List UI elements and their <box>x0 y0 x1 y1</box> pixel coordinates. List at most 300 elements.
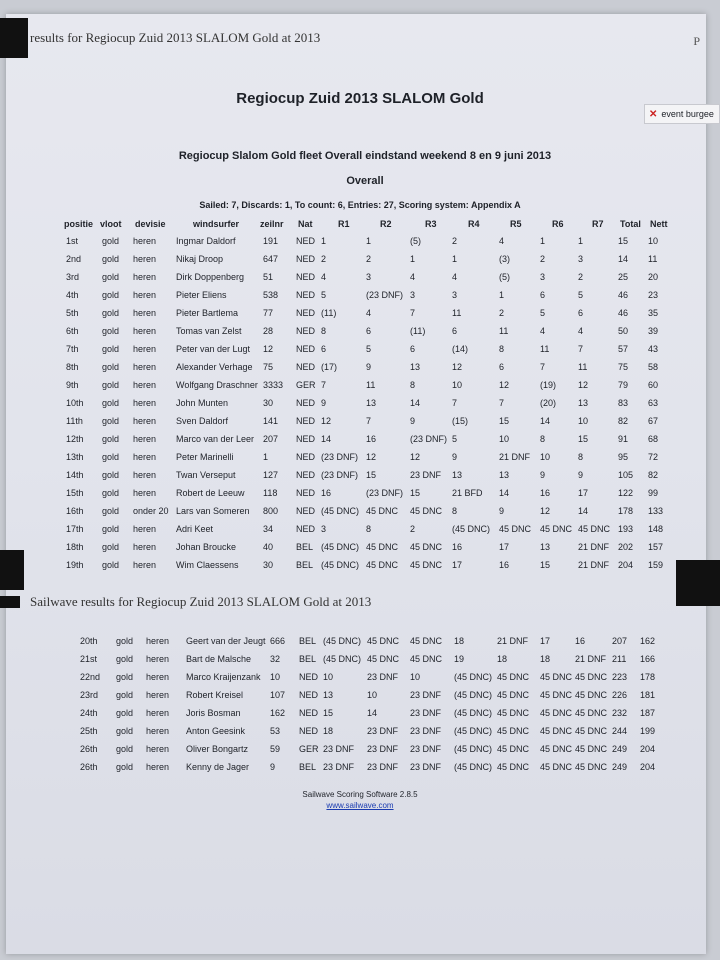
cell-nett: 11 <box>648 254 658 264</box>
cell-r6: 45 DNC <box>540 524 573 534</box>
cell-r5: 21 DNF <box>499 452 531 462</box>
cell-r1: 15 <box>323 708 334 718</box>
cell-total: 178 <box>618 506 634 516</box>
cell-r4: 2 <box>452 236 458 246</box>
cell-fleet: gold <box>116 708 134 718</box>
cell-position: 5th <box>66 308 79 318</box>
event-burgee-label: event burgee <box>661 109 714 119</box>
cell-r7: 4 <box>578 326 584 336</box>
column-header-division: devisie <box>135 219 166 229</box>
cell-r2: 4 <box>366 308 372 318</box>
cell-r7: 14 <box>578 506 589 516</box>
cell-division: heren <box>133 434 157 444</box>
cell-nett: 159 <box>648 560 664 570</box>
cell-r7: 2 <box>578 272 584 282</box>
cell-fleet: gold <box>102 506 120 516</box>
page-title: Regiocup Zuid 2013 SLALOM Gold <box>236 90 484 107</box>
cell-division: heren <box>133 290 157 300</box>
cell-r2: 13 <box>366 398 377 408</box>
cell-sail-number: 53 <box>270 726 281 736</box>
cell-sail-number: 32 <box>270 654 281 664</box>
cell-r2: 45 DNC <box>367 636 400 646</box>
cell-position: 22nd <box>80 672 101 682</box>
cell-sailor: Dirk Doppenberg <box>176 272 245 282</box>
cell-r5: 18 <box>497 654 508 664</box>
cell-r6: 7 <box>540 362 546 372</box>
cell-sail-number: 141 <box>263 416 279 426</box>
cell-sail-number: 9 <box>270 762 276 772</box>
cell-division: heren <box>146 762 170 772</box>
cell-nation: BEL <box>299 636 317 646</box>
cell-nett: 20 <box>648 272 659 282</box>
cell-fleet: gold <box>102 488 120 498</box>
cell-r5: 45 DNC <box>499 524 532 534</box>
cell-position: 13th <box>66 452 84 462</box>
cell-r3: 23 DNF <box>410 708 442 718</box>
cell-nation: BEL <box>299 654 317 664</box>
cell-r7: 11 <box>578 362 588 372</box>
cell-nation: NED <box>296 326 316 336</box>
cell-r5: 13 <box>499 470 510 480</box>
cell-nett: 63 <box>648 398 659 408</box>
cell-total: 57 <box>618 344 629 354</box>
cell-r1: 14 <box>321 434 332 444</box>
cell-r4: 7 <box>452 398 458 408</box>
cell-sail-number: 30 <box>263 560 274 570</box>
software-credit: Sailwave Scoring Software 2.8.5 <box>302 790 418 799</box>
cell-nett: 166 <box>640 654 656 664</box>
cell-r7: 13 <box>578 398 589 408</box>
cell-position: 2nd <box>66 254 82 264</box>
cell-sailor: Sven Daldorf <box>176 416 229 426</box>
cell-fleet: gold <box>116 654 134 664</box>
cell-nation: NED <box>296 362 316 372</box>
cell-r7: 45 DNC <box>575 690 608 700</box>
cell-sail-number: 162 <box>270 708 286 718</box>
cell-nation: NED <box>299 726 319 736</box>
cell-fleet: gold <box>102 326 120 336</box>
cell-r2: 23 DNF <box>367 744 399 754</box>
cell-r5: 2 <box>499 308 505 318</box>
cell-r1: 16 <box>321 488 332 498</box>
cell-division: heren <box>133 272 157 282</box>
cell-fleet: gold <box>102 416 120 426</box>
cell-r7: 3 <box>578 254 584 264</box>
column-header-r4: R4 <box>468 219 480 229</box>
cell-r5: 15 <box>499 416 510 426</box>
cell-total: 249 <box>612 744 628 754</box>
column-header-r7: R7 <box>592 219 604 229</box>
cell-r6: 12 <box>540 506 551 516</box>
cell-r3: 8 <box>410 380 416 390</box>
cell-r2: 23 DNF <box>367 726 399 736</box>
cell-division: heren <box>133 326 157 336</box>
cell-sailor: Tomas van Zelst <box>176 326 242 336</box>
cell-total: 202 <box>618 542 634 552</box>
cell-sail-number: 77 <box>263 308 274 318</box>
cell-r4: (45 DNC) <box>454 762 493 772</box>
cell-r7: 21 DNF <box>578 560 610 570</box>
cell-r7: 10 <box>578 416 589 426</box>
cell-r4: 10 <box>452 380 463 390</box>
cell-total: 91 <box>618 434 629 444</box>
cell-r3: 23 DNF <box>410 762 442 772</box>
cell-r6: (19) <box>540 380 557 390</box>
cell-r2: 8 <box>366 524 372 534</box>
column-header-r2: R2 <box>380 219 392 229</box>
cell-r6: 14 <box>540 416 551 426</box>
cell-sailor: Peter van der Lugt <box>176 344 251 354</box>
scoring-info: Sailed: 7, Discards: 1, To count: 6, Entries: 27, Scoring system: Appendix A <box>199 200 521 210</box>
cell-r3: (11) <box>410 326 426 336</box>
cell-nation: NED <box>296 308 316 318</box>
cell-r5: (3) <box>499 254 510 264</box>
cell-r2: 1 <box>366 236 372 246</box>
cell-nett: 162 <box>640 636 656 646</box>
cell-r1: (45 DNC) <box>321 560 360 570</box>
cell-r5: 45 DNC <box>497 726 530 736</box>
cell-total: 193 <box>618 524 634 534</box>
cell-r6: 45 DNC <box>540 690 573 700</box>
cell-position: 10th <box>66 398 84 408</box>
cell-r3: 23 DNF <box>410 690 442 700</box>
cell-sailor: Johan Broucke <box>176 542 237 552</box>
cell-r7: 17 <box>578 488 589 498</box>
cell-nett: 199 <box>640 726 656 736</box>
cell-division: heren <box>146 654 170 664</box>
cell-nation: NED <box>296 470 316 480</box>
cell-nation: NED <box>296 254 316 264</box>
cell-fleet: gold <box>116 672 134 682</box>
cell-r6: 45 DNC <box>540 726 573 736</box>
cell-r7: 21 DNF <box>575 654 607 664</box>
column-header-total: Total <box>620 219 641 229</box>
cell-position: 25th <box>80 726 98 736</box>
cell-fleet: gold <box>102 308 120 318</box>
cell-r3: 45 DNC <box>410 506 443 516</box>
cell-r6: 13 <box>540 542 551 552</box>
cell-nett: 157 <box>648 542 664 552</box>
cell-nett: 82 <box>648 470 659 480</box>
cell-position: 11th <box>66 416 83 426</box>
cell-nation: NED <box>299 672 319 682</box>
cell-r4: 13 <box>452 470 463 480</box>
cell-r7: 1 <box>578 236 584 246</box>
column-header-fleet: vloot <box>100 219 122 229</box>
cell-r6: 2 <box>540 254 546 264</box>
cell-r7: 7 <box>578 344 584 354</box>
event-burgee-image <box>644 104 720 124</box>
cell-sailor: Adri Keet <box>176 524 214 534</box>
cell-nett: 178 <box>640 672 656 682</box>
cell-r7: 8 <box>578 452 584 462</box>
cell-sailor: Marco Kraijenzank <box>186 672 261 682</box>
cell-fleet: gold <box>102 524 120 534</box>
cell-r4: 12 <box>452 362 463 372</box>
cell-sailor: Kenny de Jager <box>186 762 250 772</box>
cell-division: heren <box>133 452 157 462</box>
cell-fleet: gold <box>102 362 120 372</box>
page-footer <box>0 790 720 810</box>
cell-r3: 45 DNC <box>410 542 443 552</box>
cell-r7: 45 DNC <box>575 726 608 736</box>
cell-r6: 3 <box>540 272 546 282</box>
cell-sail-number: 34 <box>263 524 274 534</box>
cell-sailor: Lars van Someren <box>176 506 250 516</box>
cell-r6: 11 <box>540 344 550 354</box>
cell-nett: 99 <box>648 488 659 498</box>
cell-sailor: Robert Kreisel <box>186 690 244 700</box>
cell-r1: 6 <box>321 344 327 354</box>
cell-r4: (45 DNC) <box>454 672 493 682</box>
cell-fleet: gold <box>116 636 134 646</box>
cell-nett: 58 <box>648 362 659 372</box>
cell-sailor: Pieter Eliens <box>176 290 227 300</box>
cell-total: 14 <box>618 254 629 264</box>
cell-total: 232 <box>612 708 628 718</box>
cell-r5: 11 <box>499 326 509 336</box>
cell-position: 23rd <box>80 690 99 700</box>
cell-fleet: gold <box>102 380 120 390</box>
cell-nation: NED <box>296 506 316 516</box>
cell-r3: (23 DNF) <box>410 434 448 444</box>
cell-total: 122 <box>618 488 634 498</box>
cell-r2: 11 <box>366 380 376 390</box>
cell-r2: 6 <box>366 326 372 336</box>
tape-mid-left <box>0 550 24 590</box>
cell-r7: 15 <box>578 434 589 444</box>
cell-nation: NED <box>299 708 319 718</box>
cell-r4: 11 <box>452 308 462 318</box>
cell-nett: 204 <box>640 744 656 754</box>
cell-r3: 6 <box>410 344 416 354</box>
cell-division: heren <box>133 470 157 480</box>
column-header-r5: R5 <box>510 219 522 229</box>
cell-r6: 18 <box>540 654 551 664</box>
cell-position: 7th <box>66 344 79 354</box>
cell-r1: 5 <box>321 290 327 300</box>
column-header-r3: R3 <box>425 219 437 229</box>
cell-nation: NED <box>296 272 316 282</box>
cell-r3: 3 <box>410 290 416 300</box>
cell-sailor: Anton Geesink <box>186 726 246 736</box>
cell-r6: 5 <box>540 308 546 318</box>
cell-r4: (14) <box>452 344 469 354</box>
cell-r5: 9 <box>499 506 505 516</box>
cell-nett: 204 <box>640 762 656 772</box>
cell-sailor: Oliver Bongartz <box>186 744 249 754</box>
cell-sail-number: 40 <box>263 542 274 552</box>
cell-fleet: gold <box>102 344 120 354</box>
cell-position: 19th <box>66 560 84 570</box>
cell-position: 16th <box>66 506 84 516</box>
cell-r6: 45 DNC <box>540 762 573 772</box>
fleet-subtitle: Regiocup Slalom Gold fleet Overall eindstand weekend 8 en 9 juni 2013 <box>178 150 552 162</box>
cell-position: 12th <box>66 434 84 444</box>
cell-r5: 16 <box>499 560 510 570</box>
cell-fleet: gold <box>116 690 134 700</box>
cell-r7: 21 DNF <box>578 542 610 552</box>
cell-r3: 10 <box>410 672 421 682</box>
cell-total: 82 <box>618 416 629 426</box>
cell-total: 204 <box>618 560 634 570</box>
cell-r4: 8 <box>452 506 458 516</box>
cell-total: 249 <box>612 762 628 772</box>
cell-nett: 39 <box>648 326 659 336</box>
cell-fleet: gold <box>102 452 120 462</box>
cell-division: heren <box>133 344 157 354</box>
cell-r1: (45 DNC) <box>321 542 360 552</box>
cell-r7: 12 <box>578 380 589 390</box>
cell-sail-number: 800 <box>263 506 279 516</box>
cell-fleet: gold <box>102 236 120 246</box>
cell-r5: 45 DNC <box>497 708 530 718</box>
cell-nett: 10 <box>648 236 659 246</box>
cell-total: 226 <box>612 690 628 700</box>
cell-nation: NED <box>296 452 316 462</box>
cell-r4: 5 <box>452 434 458 444</box>
cell-r3: 4 <box>410 272 416 282</box>
cell-r7: 6 <box>578 308 584 318</box>
cell-nett: 67 <box>648 416 659 426</box>
cell-division: heren <box>146 744 170 754</box>
cell-total: 46 <box>618 308 629 318</box>
cell-sailor: Joris Bosman <box>186 708 241 718</box>
sailwave-link[interactable]: www.sailwave.com <box>326 801 394 810</box>
cell-fleet: gold <box>102 290 120 300</box>
cell-r5: 45 DNC <box>497 762 530 772</box>
cell-sail-number: 1 <box>263 452 269 462</box>
cell-r2: 10 <box>367 690 378 700</box>
cell-r5: 6 <box>499 362 505 372</box>
cell-total: 207 <box>612 636 628 646</box>
cell-division: heren <box>133 398 157 408</box>
cell-nett: 148 <box>648 524 664 534</box>
cell-sail-number: 12 <box>263 344 274 354</box>
cell-r4: 3 <box>452 290 458 300</box>
cell-r1: 2 <box>321 254 327 264</box>
cell-r6: 4 <box>540 326 546 336</box>
cell-position: 9th <box>66 380 79 390</box>
cell-r5: 4 <box>499 236 505 246</box>
cell-r7: 5 <box>578 290 584 300</box>
cell-position: 6th <box>66 326 79 336</box>
cell-r3: 23 DNF <box>410 470 442 480</box>
cell-nett: 72 <box>648 452 659 462</box>
cell-fleet: gold <box>102 254 120 264</box>
cell-position: 3rd <box>66 272 80 282</box>
column-header-position: positie <box>64 219 94 229</box>
cell-division: heren <box>146 636 170 646</box>
cell-r2: 14 <box>367 708 378 718</box>
cell-r1: 4 <box>321 272 327 282</box>
cell-position: 1st <box>66 236 79 246</box>
cell-sailor: John Munten <box>176 398 229 408</box>
cell-division: heren <box>146 672 170 682</box>
cell-r7: 45 DNC <box>575 762 608 772</box>
cell-r4: 4 <box>452 272 458 282</box>
cell-r5: 45 DNC <box>497 744 530 754</box>
cell-fleet: gold <box>116 744 134 754</box>
cell-r2: 5 <box>366 344 372 354</box>
cell-position: 26th <box>80 744 98 754</box>
cell-nation: GER <box>299 744 319 754</box>
tape-top-left <box>0 18 28 58</box>
cell-fleet: gold <box>102 560 120 570</box>
cell-r4: 17 <box>452 560 463 570</box>
cell-r2: 2 <box>366 254 372 264</box>
cell-sail-number: 3333 <box>263 380 284 390</box>
cell-position: 8th <box>66 362 79 372</box>
cell-r5: 17 <box>499 542 510 552</box>
cell-sail-number: 51 <box>263 272 274 282</box>
cell-r4: 16 <box>452 542 463 552</box>
cell-r3: 9 <box>410 416 416 426</box>
cell-sailor: Wim Claessens <box>176 560 239 570</box>
cell-r4: (45 DNC) <box>452 524 491 534</box>
cell-r3: (5) <box>410 236 421 246</box>
cell-r7: 45 DNC <box>575 672 608 682</box>
tape-bottom-left <box>0 596 20 608</box>
cell-position: 4th <box>66 290 79 300</box>
column-header-nett: Nett <box>650 219 668 229</box>
cell-division: heren <box>133 236 157 246</box>
cell-total: 15 <box>618 236 629 246</box>
cell-r5: 14 <box>499 488 510 498</box>
cell-r6: 45 DNC <box>540 708 573 718</box>
cell-r3: 7 <box>410 308 416 318</box>
cell-nation: NED <box>296 290 316 300</box>
cell-r6: 10 <box>540 452 551 462</box>
cell-r3: 2 <box>410 524 416 534</box>
cell-nation: NED <box>296 524 316 534</box>
cell-fleet: gold <box>116 726 134 736</box>
column-header-nation: Nat <box>298 219 313 229</box>
cell-r6: 17 <box>540 636 551 646</box>
cell-r5: 8 <box>499 344 505 354</box>
cell-r5: (5) <box>499 272 510 282</box>
cell-position: 14th <box>66 470 84 480</box>
cell-r1: 3 <box>321 524 327 534</box>
cell-division: heren <box>146 726 170 736</box>
cell-sail-number: 59 <box>270 744 281 754</box>
cell-r1: (45 DNC) <box>323 636 362 646</box>
cell-r1: 8 <box>321 326 327 336</box>
cell-r1: 23 DNF <box>323 744 355 754</box>
cell-position: 26th <box>80 762 98 772</box>
cell-division: heren <box>133 380 157 390</box>
cell-nation: NED <box>296 416 316 426</box>
cell-fleet: gold <box>102 542 120 552</box>
cell-r2: 3 <box>366 272 372 282</box>
cell-nett: 43 <box>648 344 659 354</box>
cell-r3: 23 DNF <box>410 726 442 736</box>
cell-r4: (45 DNC) <box>454 744 493 754</box>
cell-sailor: Peter Marinelli <box>176 452 234 462</box>
cell-sailor: Alexander Verhage <box>176 362 253 372</box>
cell-r4: (45 DNC) <box>454 690 493 700</box>
cell-r2: 15 <box>366 470 377 480</box>
cell-position: 21st <box>80 654 98 664</box>
cell-r1: (45 DNC) <box>321 506 360 516</box>
column-header-r1: R1 <box>338 219 350 229</box>
cell-nation: NED <box>296 398 316 408</box>
cell-r5: 1 <box>499 290 505 300</box>
cell-r2: (23 DNF) <box>366 488 404 498</box>
cell-r1: 10 <box>323 672 334 682</box>
cell-r1: 7 <box>321 380 327 390</box>
cell-position: 20th <box>80 636 98 646</box>
